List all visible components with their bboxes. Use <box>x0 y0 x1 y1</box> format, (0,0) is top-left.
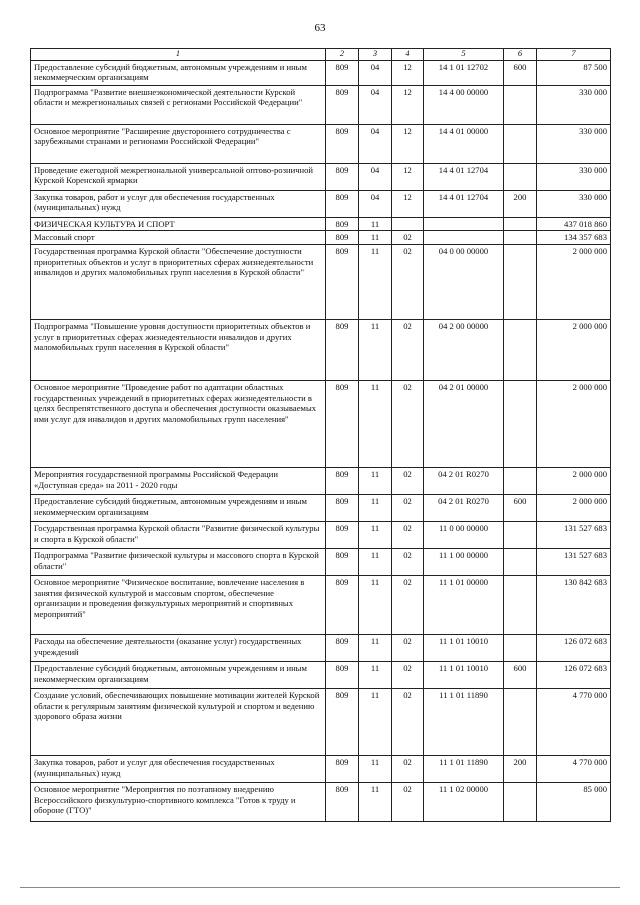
table-row <box>31 494 611 521</box>
table-row <box>31 755 611 782</box>
cell-vr <box>504 575 537 634</box>
cell-sum: 131 527 683 <box>537 548 611 575</box>
cell-csr: 11 1 01 00000 <box>424 575 504 634</box>
cell-pr: 02 <box>392 755 424 782</box>
cell-grbs: 809 <box>326 782 359 821</box>
table-row <box>31 521 611 548</box>
cell-name: Предоставление субсидий бюджетным, автономным учреждениям и иным некоммерческим организациям <box>31 494 326 521</box>
cell-csr: 04 0 00 00000 <box>424 244 504 319</box>
cell-rz: 11 <box>359 634 392 661</box>
cell-rz: 11 <box>359 380 392 467</box>
table-row <box>31 190 611 217</box>
cell-csr: 04 2 00 00000 <box>424 319 504 380</box>
cell-sum: 4 770 000 <box>537 755 611 782</box>
cell-sum: 85 000 <box>537 782 611 821</box>
cell-grbs: 809 <box>326 244 359 319</box>
cell-rz: 04 <box>359 60 392 85</box>
table-row <box>31 60 611 85</box>
cell-vr <box>504 163 537 190</box>
cell-grbs: 809 <box>326 124 359 163</box>
cell-csr: 14 4 01 12704 <box>424 163 504 190</box>
table-row <box>31 163 611 190</box>
cell-sum: 130 842 683 <box>537 575 611 634</box>
cell-vr <box>504 231 537 245</box>
cell-rz: 11 <box>359 521 392 548</box>
cell-rz: 11 <box>359 688 392 755</box>
cell-name: Проведение ежегодной межрегиональной универсальной оптово-розничной Курской Коренской ярмарки <box>31 163 326 190</box>
cell-name: Основное мероприятие "Физическое воспитание, вовлечение населения в занятия физической культурой и массовым спортом, обеспечение организации и проведения физкультурных мероприятий и спортивных мероприятий" <box>31 575 326 634</box>
cell-vr <box>504 688 537 755</box>
cell-vr: 600 <box>504 494 537 521</box>
table-row <box>31 575 611 634</box>
cell-grbs: 809 <box>326 60 359 85</box>
cell-pr: 02 <box>392 575 424 634</box>
cell-pr: 12 <box>392 124 424 163</box>
header-col-1: 1 <box>31 49 326 61</box>
cell-csr <box>424 217 504 231</box>
table-row <box>31 244 611 319</box>
cell-rz: 11 <box>359 231 392 245</box>
page-number: 63 <box>314 22 326 34</box>
cell-name: Закупка товаров, работ и услуг для обеспечения государственных (муниципальных) нужд <box>31 755 326 782</box>
cell-rz: 11 <box>359 755 392 782</box>
cell-name: ФИЗИЧЕСКАЯ КУЛЬТУРА И СПОРТ <box>31 217 326 231</box>
cell-vr <box>504 124 537 163</box>
header-col-3: 3 <box>359 49 392 61</box>
cell-sum: 330 000 <box>537 85 611 124</box>
cell-vr <box>504 521 537 548</box>
cell-name: Основное мероприятие "Мероприятия по поэтапному внедрению Всероссийского физкультурно-спортивного комплекса "Готов к труду и обороне (ГТО)" <box>31 782 326 821</box>
header-col-5: 5 <box>424 49 504 61</box>
cell-name: Мероприятия государственной программы Российской Федерации «Доступная среда» на 2011 - 2020 годы <box>31 467 326 494</box>
cell-pr: 02 <box>392 231 424 245</box>
cell-vr <box>504 85 537 124</box>
budget-table <box>30 48 611 822</box>
cell-name: Подпрограмма "Повышение уровня доступности приоритетных объектов и услуг в приоритетных сферах жизнедеятельности инвалидов и других маломобильных групп населения в Курской области" <box>31 319 326 380</box>
cell-vr <box>504 217 537 231</box>
cell-sum: 2 000 000 <box>537 319 611 380</box>
cell-csr: 04 2 01 00000 <box>424 380 504 467</box>
cell-sum: 131 527 683 <box>537 521 611 548</box>
table-row <box>31 231 611 245</box>
cell-pr: 02 <box>392 548 424 575</box>
cell-name: Основное мероприятие "Проведение работ по адаптации областных государственных учреждений в приоритетных сферах жизнедеятельности в целях беспрепятственного доступа и обеспечения доступности оказываемых ими услуг для инвалидов и других маломобильных групп населения" <box>31 380 326 467</box>
cell-csr: 11 1 00 00000 <box>424 548 504 575</box>
cell-vr <box>504 380 537 467</box>
cell-grbs: 809 <box>326 521 359 548</box>
table-row <box>31 380 611 467</box>
header-col-7: 7 <box>537 49 611 61</box>
cell-name: Предоставление субсидий бюджетным, автономным учреждениям и иным некоммерческим организациям <box>31 661 326 688</box>
cell-rz: 04 <box>359 124 392 163</box>
cell-sum: 126 072 683 <box>537 661 611 688</box>
cell-grbs: 809 <box>326 163 359 190</box>
cell-sum: 2 000 000 <box>537 244 611 319</box>
cell-pr: 02 <box>392 661 424 688</box>
table-row <box>31 85 611 124</box>
cell-pr: 02 <box>392 319 424 380</box>
cell-csr: 11 1 01 10010 <box>424 634 504 661</box>
cell-vr: 600 <box>504 60 537 85</box>
cell-pr <box>392 217 424 231</box>
footer-divider <box>20 887 620 888</box>
cell-vr <box>504 319 537 380</box>
cell-sum: 134 357 683 <box>537 231 611 245</box>
cell-name: Расходы на обеспечение деятельности (оказание услуг) государственных учреждений <box>31 634 326 661</box>
cell-sum: 330 000 <box>537 163 611 190</box>
cell-grbs: 809 <box>326 319 359 380</box>
cell-grbs: 809 <box>326 688 359 755</box>
cell-name: Основное мероприятие "Расширение двустороннего сотрудничества с зарубежными странами и регионами Российской Федерации" <box>31 124 326 163</box>
cell-csr: 14 4 01 12704 <box>424 190 504 217</box>
cell-rz: 11 <box>359 467 392 494</box>
cell-name: Подпрограмма "Развитие внешнеэкономической деятельности Курской области и межрегиональных связей с регионами Российской Федерации" <box>31 85 326 124</box>
cell-pr: 02 <box>392 494 424 521</box>
cell-pr: 02 <box>392 244 424 319</box>
cell-grbs: 809 <box>326 231 359 245</box>
table-row <box>31 319 611 380</box>
table-row <box>31 782 611 821</box>
table-row <box>31 217 611 231</box>
cell-rz: 04 <box>359 163 392 190</box>
cell-rz: 11 <box>359 319 392 380</box>
cell-pr: 02 <box>392 521 424 548</box>
cell-name: Предоставление субсидий бюджетным, автономным учреждениям и иным некоммерческим организациям <box>31 60 326 85</box>
cell-pr: 12 <box>392 190 424 217</box>
cell-csr: 04 2 01 R0270 <box>424 494 504 521</box>
cell-grbs: 809 <box>326 85 359 124</box>
cell-pr: 02 <box>392 380 424 467</box>
cell-pr: 12 <box>392 163 424 190</box>
table-row <box>31 661 611 688</box>
cell-grbs: 809 <box>326 634 359 661</box>
cell-pr: 02 <box>392 782 424 821</box>
cell-name: Подпрограмма "Развитие физической культуры и массового спорта в Курской области" <box>31 548 326 575</box>
table-row <box>31 688 611 755</box>
cell-grbs: 809 <box>326 467 359 494</box>
cell-vr <box>504 634 537 661</box>
cell-sum: 2 000 000 <box>537 494 611 521</box>
cell-vr: 600 <box>504 661 537 688</box>
cell-vr: 200 <box>504 190 537 217</box>
header-col-2: 2 <box>326 49 359 61</box>
cell-sum: 437 018 860 <box>537 217 611 231</box>
table-body <box>31 60 611 821</box>
cell-vr <box>504 548 537 575</box>
cell-rz: 11 <box>359 217 392 231</box>
cell-rz: 11 <box>359 548 392 575</box>
cell-csr: 11 1 01 10010 <box>424 661 504 688</box>
cell-rz: 04 <box>359 190 392 217</box>
cell-sum: 4 770 000 <box>537 688 611 755</box>
cell-vr <box>504 467 537 494</box>
cell-csr: 11 1 01 11890 <box>424 688 504 755</box>
cell-csr: 14 4 00 00000 <box>424 85 504 124</box>
cell-grbs: 809 <box>326 190 359 217</box>
cell-csr: 04 2 01 R0270 <box>424 467 504 494</box>
table-row <box>31 124 611 163</box>
cell-pr: 12 <box>392 60 424 85</box>
cell-rz: 04 <box>359 85 392 124</box>
cell-name: Государственная программа Курской области "Развитие физической культуры и спорта в Курской области" <box>31 521 326 548</box>
cell-sum: 87 500 <box>537 60 611 85</box>
cell-rz: 11 <box>359 661 392 688</box>
cell-sum: 126 072 683 <box>537 634 611 661</box>
header-col-4: 4 <box>392 49 424 61</box>
cell-sum: 330 000 <box>537 124 611 163</box>
cell-csr: 11 1 01 11890 <box>424 755 504 782</box>
cell-csr: 14 1 01 12702 <box>424 60 504 85</box>
cell-rz: 11 <box>359 244 392 319</box>
cell-csr <box>424 231 504 245</box>
cell-csr: 11 0 00 00000 <box>424 521 504 548</box>
cell-vr <box>504 244 537 319</box>
table-row <box>31 467 611 494</box>
cell-grbs: 809 <box>326 548 359 575</box>
table-row <box>31 634 611 661</box>
cell-name: Закупка товаров, работ и услуг для обеспечения государственных (муниципальных) нужд <box>31 190 326 217</box>
cell-sum: 330 000 <box>537 190 611 217</box>
cell-vr: 200 <box>504 755 537 782</box>
cell-pr: 02 <box>392 634 424 661</box>
cell-vr <box>504 782 537 821</box>
table-header-row <box>31 49 611 61</box>
table-row <box>31 548 611 575</box>
cell-pr: 12 <box>392 85 424 124</box>
cell-pr: 02 <box>392 467 424 494</box>
cell-rz: 11 <box>359 782 392 821</box>
cell-grbs: 809 <box>326 661 359 688</box>
cell-grbs: 809 <box>326 217 359 231</box>
cell-sum: 2 000 000 <box>537 380 611 467</box>
cell-name: Создание условий, обеспечивающих повышение мотивации жителей Курской области к регулярным занятиям физической культурой и спортом и ведению здорового образа жизни <box>31 688 326 755</box>
cell-csr: 11 1 02 00000 <box>424 782 504 821</box>
cell-rz: 11 <box>359 575 392 634</box>
cell-grbs: 809 <box>326 575 359 634</box>
cell-csr: 14 4 01 00000 <box>424 124 504 163</box>
cell-sum: 2 000 000 <box>537 467 611 494</box>
cell-pr: 02 <box>392 688 424 755</box>
cell-name: Государственная программа Курской области "Обеспечение доступности приоритетных объектов и услуг в приоритетных сферах жизнедеятельности инвалидов и других маломобильных групп населения в Курской области" <box>31 244 326 319</box>
cell-grbs: 809 <box>326 380 359 467</box>
cell-grbs: 809 <box>326 755 359 782</box>
cell-grbs: 809 <box>326 494 359 521</box>
cell-name: Массовый спорт <box>31 231 326 245</box>
header-col-6: 6 <box>504 49 537 61</box>
cell-rz: 11 <box>359 494 392 521</box>
